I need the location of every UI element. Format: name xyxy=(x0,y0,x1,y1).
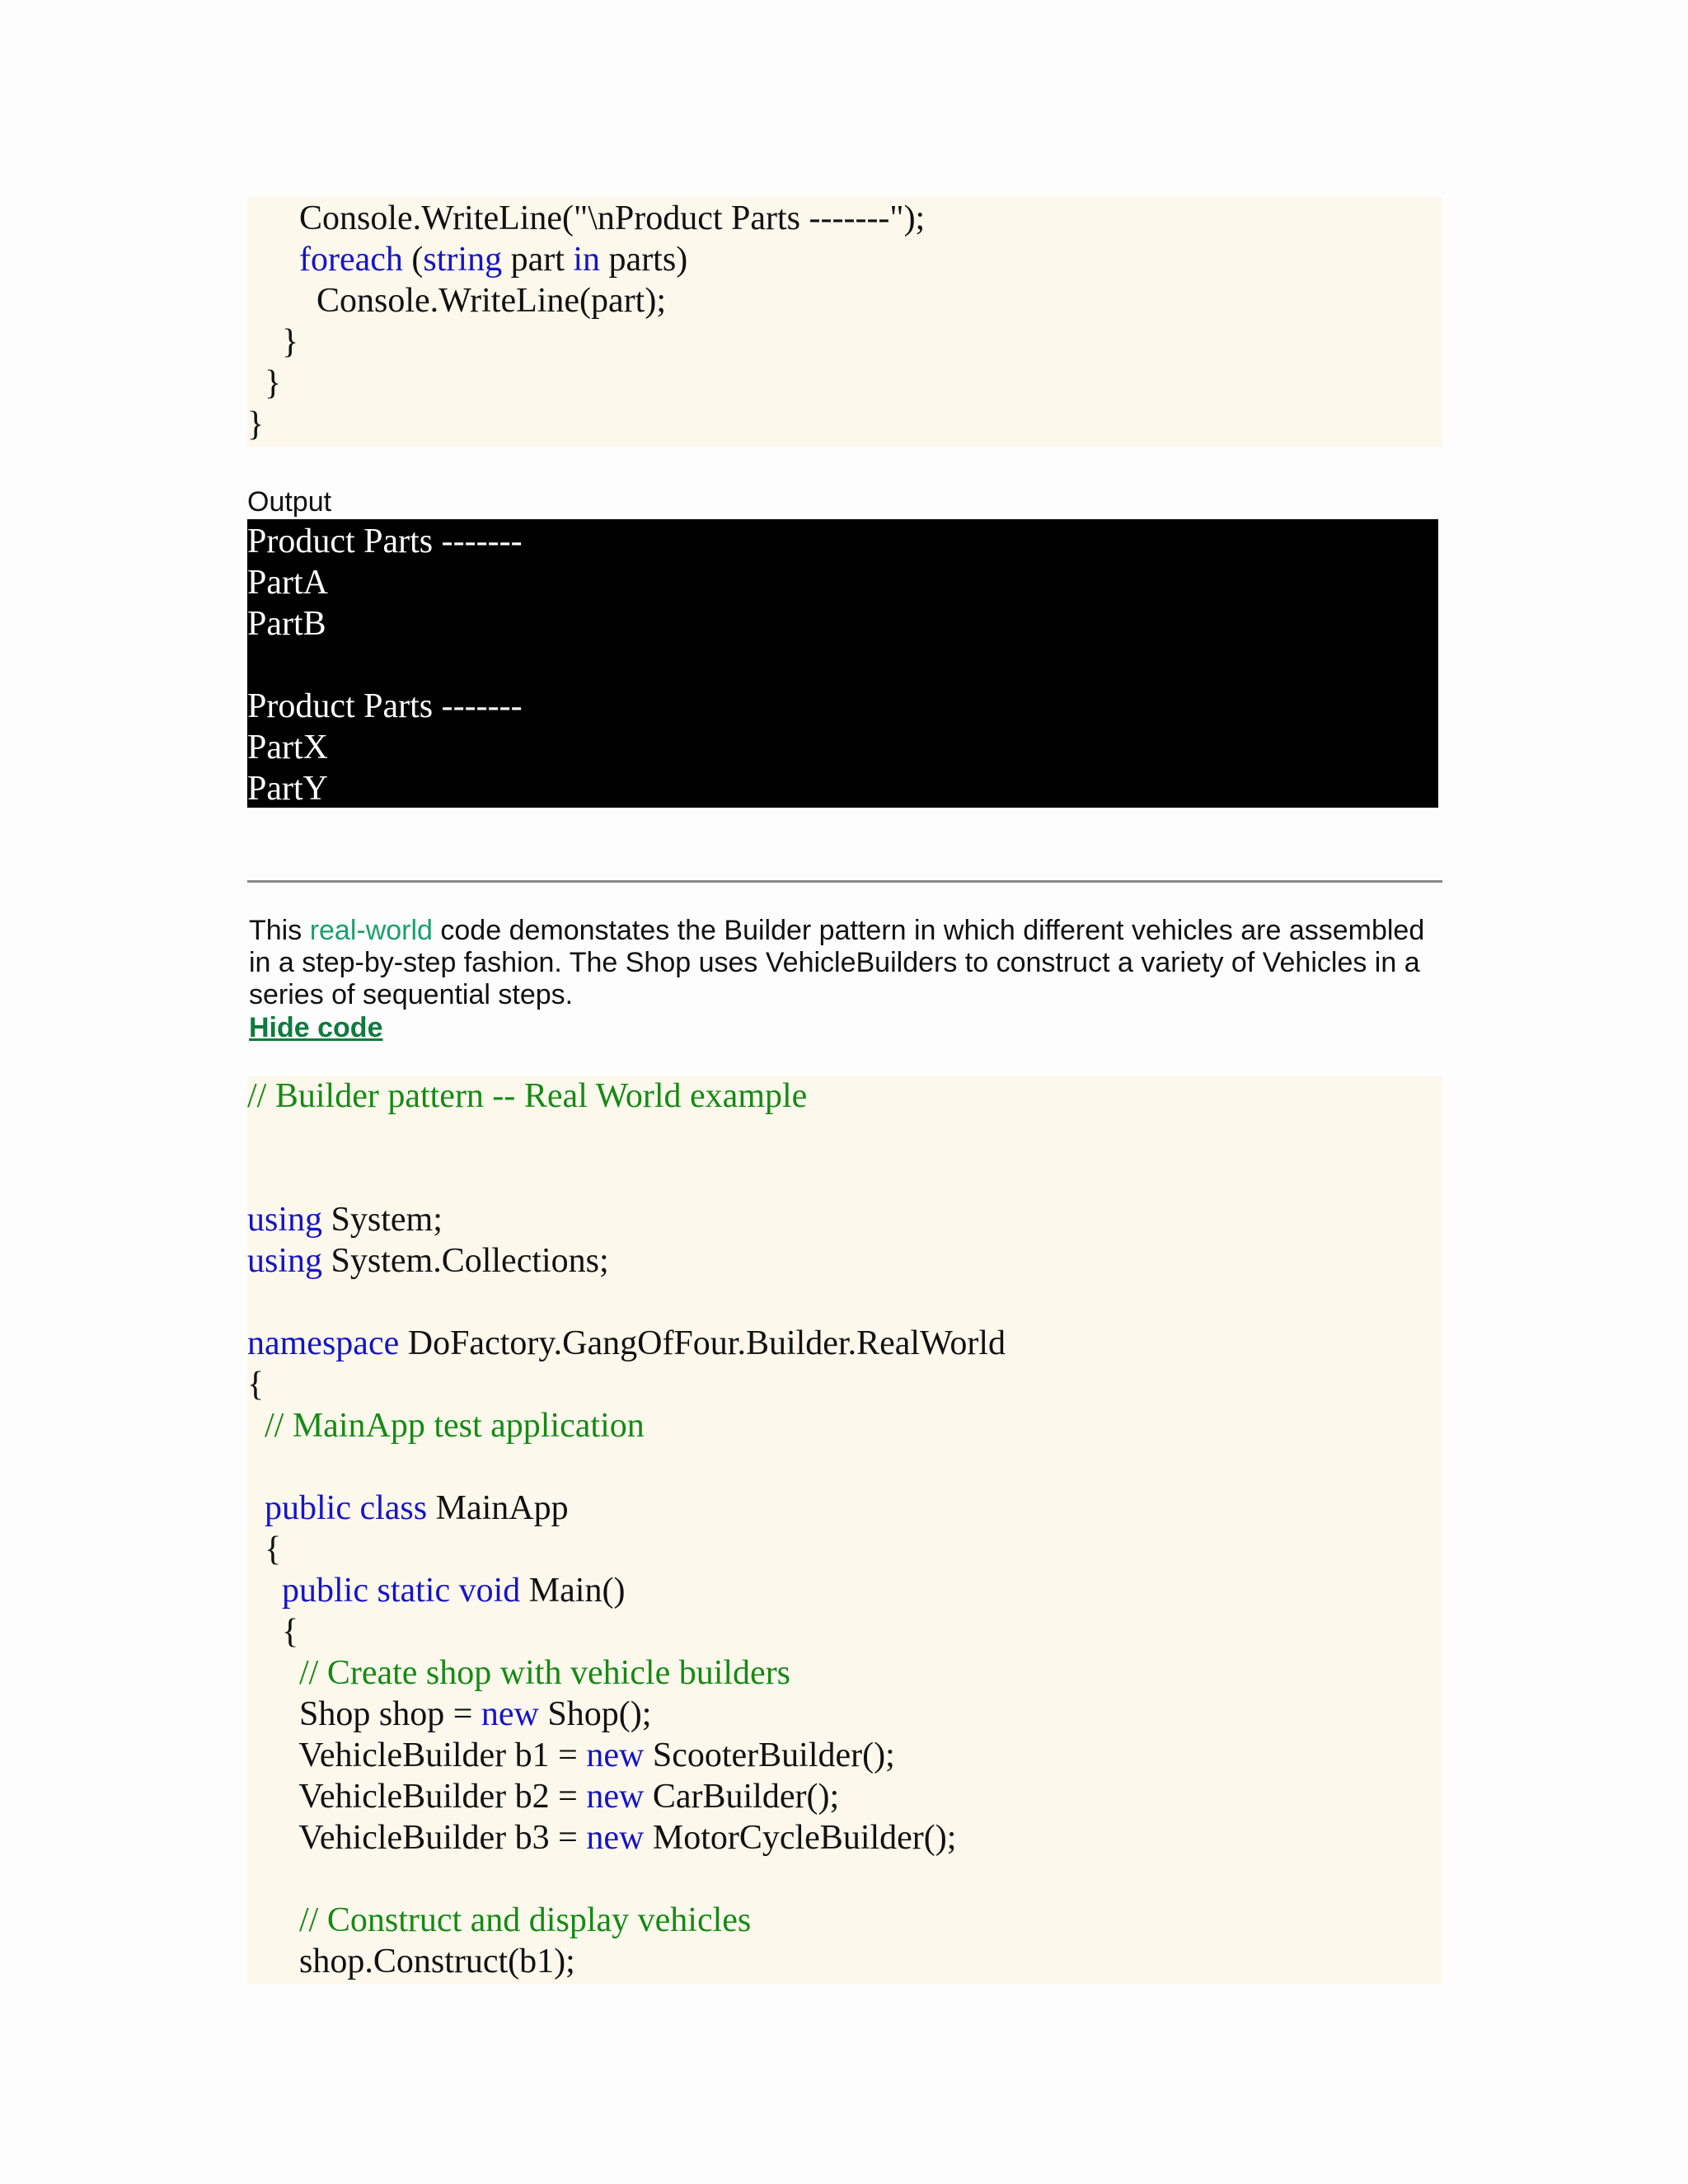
output-line: PartB xyxy=(247,605,326,643)
real-world-link[interactable]: real-world xyxy=(309,915,433,946)
code-text: System.Collections; xyxy=(322,1242,609,1280)
code-line xyxy=(247,321,1442,363)
code-line xyxy=(247,1240,1442,1282)
code-line xyxy=(247,1694,1442,1735)
code-text: VehicleBuilder b3 = xyxy=(247,1819,587,1857)
code-line xyxy=(247,1364,1442,1405)
output-label: Output xyxy=(247,486,332,518)
code-keyword: using xyxy=(247,1201,323,1239)
code-text xyxy=(247,1654,299,1692)
code-text: Shop(); xyxy=(538,1695,652,1733)
code-text: DoFactory.GangOfFour.Builder.RealWorld xyxy=(399,1324,1006,1362)
code-line xyxy=(247,280,1442,321)
output-line: PartX xyxy=(247,729,328,766)
code-line xyxy=(247,1117,1442,1158)
code-line xyxy=(247,1488,1442,1529)
code-line xyxy=(247,1446,1442,1488)
code-line xyxy=(247,1570,1442,1611)
code-text: parts) xyxy=(600,241,688,279)
code-block-bottom xyxy=(247,1076,1442,1984)
code-line xyxy=(247,1817,1442,1858)
description-rest: code demonstates the Builder pattern in which different vehicles are assembled in a step-by-step fashion. The Shop uses VehicleBuilders to construct a variety of Vehicles in a series of sequential steps. xyxy=(249,915,1425,1010)
code-text: MainApp xyxy=(427,1489,569,1527)
code-text: MotorCycleBuilder(); xyxy=(644,1819,957,1857)
code-line xyxy=(247,1652,1442,1694)
code-line xyxy=(247,1282,1442,1323)
code-text xyxy=(247,241,299,279)
code-keyword: in xyxy=(573,241,601,279)
hide-code-link[interactable]: Hide code xyxy=(249,1012,383,1043)
description-paragraph xyxy=(249,915,1444,1011)
code-text: { xyxy=(247,1613,299,1651)
code-comment: // Builder pattern -- Real World example xyxy=(247,1077,808,1115)
code-keyword: public xyxy=(265,1489,351,1527)
code-text xyxy=(351,1489,360,1527)
code-text: { xyxy=(247,1366,265,1404)
code-text: ( xyxy=(402,241,424,279)
code-text: Console.WriteLine("\nProduct Parts -------"); xyxy=(247,199,926,237)
code-keyword: public xyxy=(282,1572,368,1610)
code-text: Main() xyxy=(520,1572,626,1610)
console-output xyxy=(247,519,1438,808)
code-text: ScooterBuilder(); xyxy=(644,1736,895,1774)
code-keyword: new xyxy=(586,1778,645,1816)
output-line: Product Parts ------- xyxy=(247,523,523,560)
code-text: } xyxy=(247,405,265,443)
code-text xyxy=(450,1572,459,1610)
description-prefix: This xyxy=(249,915,310,946)
code-keyword: new xyxy=(586,1819,645,1857)
code-text: } xyxy=(247,364,282,402)
code-line xyxy=(247,1858,1442,1900)
code-keyword: class xyxy=(359,1489,428,1527)
code-line xyxy=(247,363,1442,404)
code-text: System; xyxy=(322,1201,443,1239)
code-keyword: string xyxy=(423,241,503,279)
code-line xyxy=(247,1405,1442,1446)
code-keyword: foreach xyxy=(299,241,403,279)
code-text: Console.WriteLine(part); xyxy=(247,282,666,320)
code-text: Shop shop = xyxy=(247,1695,481,1733)
code-line xyxy=(247,198,1442,239)
code-line xyxy=(247,1199,1442,1240)
code-text: VehicleBuilder b2 = xyxy=(247,1778,587,1816)
code-text: shop.Construct(b1); xyxy=(247,1943,575,1980)
code-comment: // Construct and display vehicles xyxy=(299,1901,752,1939)
code-line xyxy=(247,1323,1442,1364)
code-line xyxy=(247,1076,1442,1117)
code-text: VehicleBuilder b1 = xyxy=(247,1736,587,1774)
code-line xyxy=(247,1611,1442,1652)
code-keyword: using xyxy=(247,1242,323,1280)
code-line xyxy=(247,1776,1442,1817)
code-text: { xyxy=(247,1530,282,1568)
code-keyword: void xyxy=(458,1572,521,1610)
code-text xyxy=(247,1572,282,1610)
code-keyword: new xyxy=(481,1695,539,1733)
code-keyword: new xyxy=(586,1736,645,1774)
code-text: } xyxy=(247,323,299,361)
code-text: CarBuilder(); xyxy=(644,1778,840,1816)
code-line xyxy=(247,1529,1442,1570)
output-line: Product Parts ------- xyxy=(247,687,523,725)
code-text xyxy=(247,1407,265,1445)
code-text xyxy=(247,1489,265,1527)
code-line xyxy=(247,1941,1442,1982)
horizontal-divider xyxy=(247,880,1442,883)
code-line xyxy=(247,404,1442,445)
output-line: PartA xyxy=(247,564,328,602)
code-keyword: static xyxy=(377,1572,451,1610)
code-keyword: namespace xyxy=(247,1324,400,1362)
code-text: part xyxy=(502,241,574,279)
code-line xyxy=(247,1900,1442,1941)
code-line xyxy=(247,1735,1442,1776)
code-block-top xyxy=(247,198,1442,447)
code-text xyxy=(247,1901,299,1939)
code-comment: // Create shop with vehicle builders xyxy=(299,1654,791,1692)
output-line: PartY xyxy=(247,770,328,808)
code-line xyxy=(247,239,1442,280)
code-comment: // MainApp test application xyxy=(265,1407,645,1445)
output-line xyxy=(247,644,1438,686)
code-text xyxy=(368,1572,377,1610)
code-line xyxy=(247,1158,1442,1199)
